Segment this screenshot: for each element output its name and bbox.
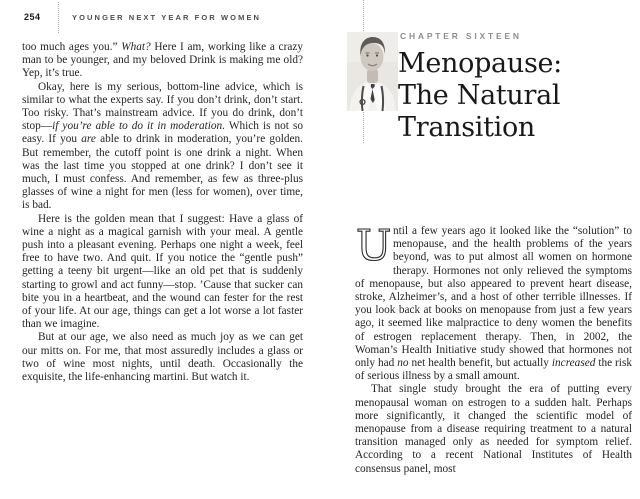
paragraph <box>355 221 632 383</box>
doctor-portrait-illustration <box>347 32 398 111</box>
paragraph <box>355 383 632 475</box>
left-page-text <box>22 41 303 384</box>
text-run-italic: increased <box>551 357 596 370</box>
text-run: the risk of serious illness by a small amount. <box>355 357 632 383</box>
text-run-italic: no <box>397 357 409 370</box>
text-run: ntil a few years ago it looked like the “solution” to menopause, and the health problems of the years beyond, was to put almost all women on hormone therapy. Hormones not only relieved the symptoms of menopause, but also appeared to prevent heart disease, stroke, Alzheimer’s, and a host of other terrible illnesses. If you look back at books on menopause from just a few years ago, it seemed like malpractice to deny women the benefits of estrogen replacement therapy. Then, in 2002, the Woman’s Health Initiative study showed that hormones not only had <box>355 225 632 370</box>
text-run: Here is the golden mean that I suggest: Have a glass of wine a night as a magical garnish with your meal. A gentle push into a pleasant evening. Perhaps one night a week, feel free to have two. And quit. If you notice the “gentle push” getting a teeny bit urgent—like an old pet that is suddenly starting to growl and act funny—stop. ’Cause that sucker can bite you in a heartbeat, and the wound can fester for the rest of your life. At our age, things can get a lot worse a lot faster than we imagine. <box>22 212 303 331</box>
text-run: net health benefit, but actually <box>408 357 552 370</box>
chapter-kicker: CHAPTER SIXTEEN <box>400 31 522 41</box>
text-run: Here I am, working like a crazy man to be younger, and my beloved Drink is making me old? Yep, it’s true. <box>22 41 304 80</box>
page-number: 254 <box>24 12 41 22</box>
chapter-title-line: Transition <box>398 112 536 143</box>
right-page-text <box>355 221 632 476</box>
drop-cap-u: U <box>356 221 392 270</box>
text-run-italic: if you’re able to do it in moderation. <box>52 120 226 133</box>
chapter-title-line: The Natural <box>398 80 561 111</box>
doctor-portrait-photo <box>347 32 398 111</box>
text-run: That single study brought the era of putting every menopausal woman on estrogen to a sudden halt. Perhaps more significantly, it changed the scientific model of menopause from a disease requiring treatment to a natural transition managed only as needed for symptom relief. According to a recent National Institutes of Health consensus panel, most <box>355 383 632 475</box>
text-run-italic: are <box>81 133 96 146</box>
paragraph <box>22 213 303 332</box>
text-run: too much ages you.” <box>22 41 122 53</box>
text-run: Okay, here is my serious, bottom-line advice, which is similar to what the experts say. If you don’t drink, don’t start. Too risky. That’s mainstream advice. If you do drink, don’t stop— <box>22 80 303 133</box>
paragraph <box>22 41 303 81</box>
text-run: But at our age, we also need as much joy as we can get our mitts on. For me, that most assuredly includes a glass or two of wine most nights, until death. Occasionally the exquisite, the life-enhancing martini. But watch it. <box>22 331 303 384</box>
header-dotted-rule <box>58 2 59 33</box>
text-run: Which is not so easy. If you <box>22 120 303 146</box>
text-run: able to drink in moderation, you’re golden. But remember, the cutoff point is one drink a night. When was the last time you stopped at one drink? I don’t see it much, I must confess. And remember, as few as three-plus glasses of wine a night for men (less for women), over time, is bad. <box>22 133 303 212</box>
paragraph <box>22 81 303 213</box>
chapter-title-line: Menopause: <box>398 48 562 79</box>
text-run-italic: What? <box>121 41 151 53</box>
chapter-title <box>398 48 562 144</box>
paragraph <box>22 331 303 384</box>
running-head: YOUNGER NEXT YEAR FOR WOMEN <box>72 13 262 22</box>
